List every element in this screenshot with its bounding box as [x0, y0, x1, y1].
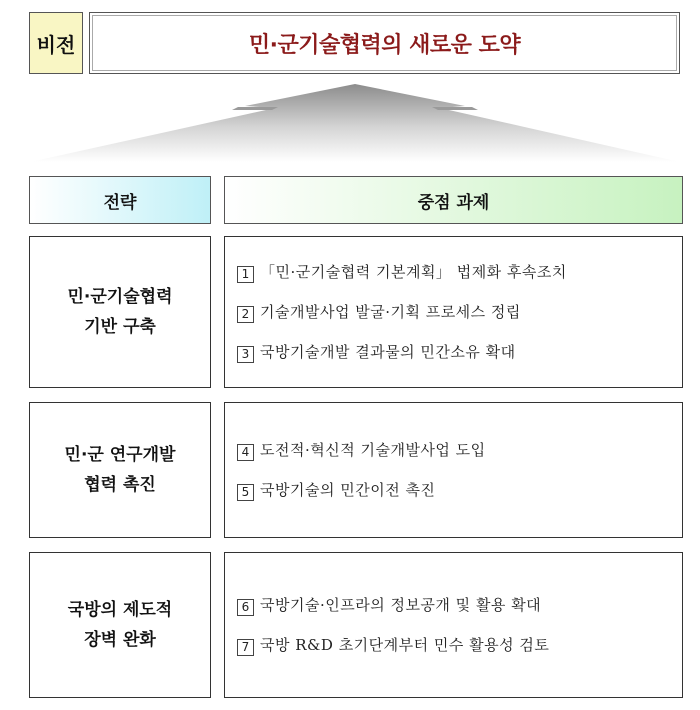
task-number: 6 — [237, 599, 254, 616]
task-number: 5 — [237, 484, 254, 501]
vision-title: 민·군기술협력의 새로운 도약 — [248, 32, 521, 58]
task-text: 국방기술의 민간이전 촉진 — [260, 481, 436, 499]
task-item — [237, 292, 682, 332]
task-number: 1 — [237, 266, 254, 283]
task-item — [237, 430, 682, 470]
task-text: 기술개발사업 발굴·기획 프로세스 정립 — [260, 303, 521, 321]
task-box-3 — [224, 552, 683, 698]
task-number: 2 — [237, 306, 254, 323]
task-number: 3 — [237, 346, 254, 363]
strategy-box-2 — [29, 402, 211, 538]
upward-arrow-icon — [0, 76, 700, 164]
task-text: 국방 R&D 초기단계부터 민수 활용성 검토 — [260, 636, 550, 654]
task-text: 도전적·혁신적 기술개발사업 도입 — [260, 441, 486, 459]
task-item — [237, 332, 682, 372]
task-item — [237, 585, 682, 625]
task-item — [237, 470, 682, 510]
task-item — [237, 252, 682, 292]
strategy-2-line2: 협력 촉진 — [84, 475, 156, 495]
arrow-right-shadow — [432, 107, 478, 110]
arrow-shape — [30, 84, 680, 162]
vision-label: 비전 — [29, 12, 83, 74]
task-box-1 — [224, 236, 683, 388]
task-box-2 — [224, 402, 683, 538]
strategy-box-3 — [29, 552, 211, 698]
tasks-header: 중점 과제 — [224, 176, 683, 224]
strategy-box-1 — [29, 236, 211, 388]
strategy-3-line1: 국방의 제도적 — [67, 600, 173, 620]
arrow-left-shadow — [232, 107, 278, 110]
strategy-1-line2: 기반 구축 — [84, 317, 156, 337]
strategy-2-line1: 민·군 연구개발 — [64, 445, 176, 465]
task-item — [237, 625, 682, 665]
task-number: 7 — [237, 639, 254, 656]
strategy-header: 전략 — [29, 176, 211, 224]
vision-box — [89, 12, 680, 74]
task-text: 「민·군기술협력 기본계획」 법제화 후속조치 — [260, 263, 567, 281]
task-text: 국방기술·인프라의 정보공개 및 활용 확대 — [260, 596, 542, 614]
strategy-1-line1: 민·군기술협력 — [67, 287, 173, 307]
task-text: 국방기술개발 결과물의 민간소유 확대 — [260, 343, 516, 361]
task-number: 4 — [237, 444, 254, 461]
strategy-3-line2: 장벽 완화 — [84, 630, 156, 650]
